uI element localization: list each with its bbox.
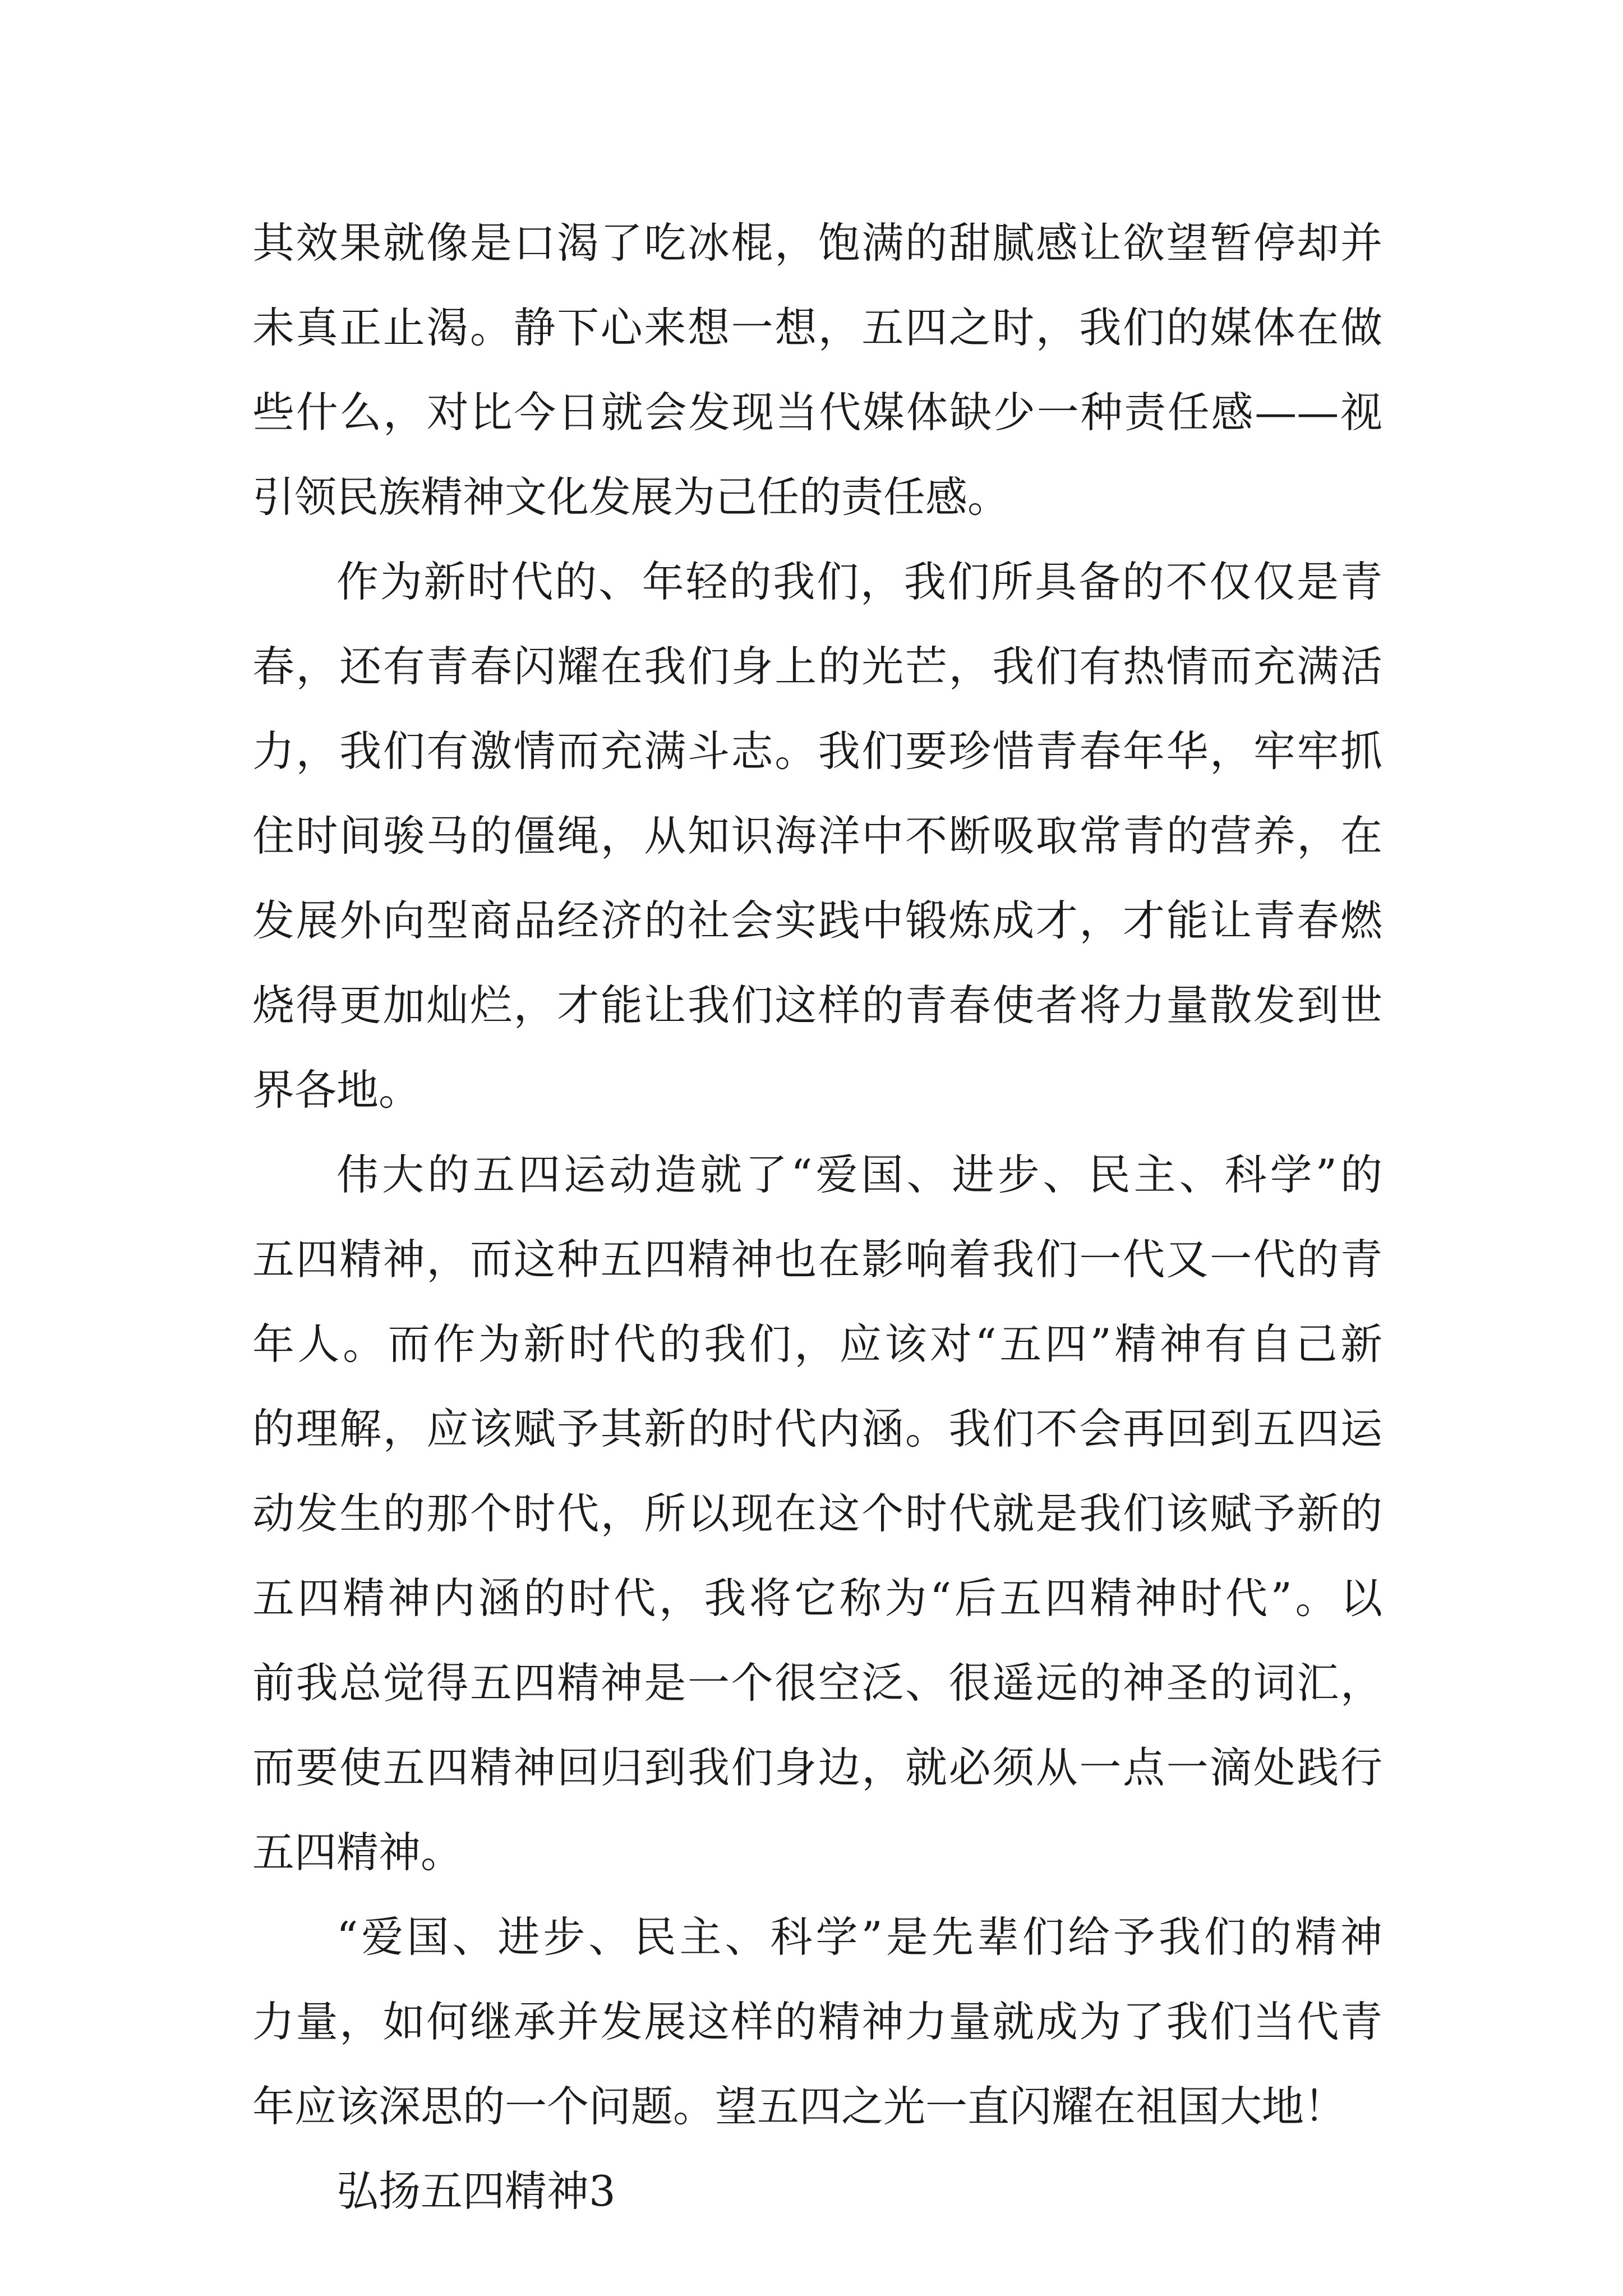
paragraph-line: 五四精神，而这种五四精神也在影响着我们一代又一代的青 <box>252 1235 1382 1284</box>
paragraph-line: 伟大的五四运动造就了“爱国、进步、民主、科学”的 <box>336 1150 1382 1199</box>
section-heading-text: 弘扬五四精神3 <box>336 2166 616 2216</box>
paragraph-line: 年应该深思的一个问题。望五四之光一直闪耀在祖国大地！ <box>252 2082 1347 2131</box>
paragraph-line: 前我总觉得五四精神是一个很空泛、很遥远的神圣的词汇， <box>252 1658 1382 1708</box>
paragraph-line: 力量，如何继承并发展这样的精神力量就成为了我们当代青 <box>252 1997 1382 2046</box>
paragraph-line: 年人。而作为新时代的我们，应该对“五四”精神有自己新 <box>252 1319 1382 1369</box>
paragraph-line: 五四精神。 <box>252 1828 463 1877</box>
paragraph-line: 发展外向型商品经济的社会实践中锻炼成才，才能让青春燃 <box>252 896 1382 945</box>
paragraph-line: 五四精神内涵的时代，我将它称为“后五四精神时代”。以 <box>252 1573 1382 1623</box>
paragraph-3 <box>252 1133 1382 1895</box>
paragraph-2 <box>252 540 1382 1133</box>
section-heading <box>252 2149 1382 2234</box>
paragraph-4 <box>252 1895 1382 2149</box>
paragraph-line: 引领民族精神文化发展为己任的责任感。 <box>252 472 1010 522</box>
document-body <box>252 201 1382 2234</box>
paragraph-line: 的理解，应该赋予其新的时代内涵。我们不会再回到五四运 <box>252 1404 1382 1453</box>
paragraph-1 <box>252 201 1382 540</box>
paragraph-line: 住时间骏马的僵绳，从知识海洋中不断吸取常青的营养，在 <box>252 811 1382 861</box>
paragraph-line: 力，我们有激情而充满斗志。我们要珍惜青春年华，牢牢抓 <box>252 726 1382 776</box>
paragraph-line: 未真正止渴。静下心来想一想，五四之时，我们的媒体在做 <box>252 303 1382 352</box>
paragraph-line: 些什么，对比今日就会发现当代媒体缺少一种责任感——视 <box>252 388 1382 437</box>
paragraph-line: 界各地。 <box>252 1065 421 1115</box>
paragraph-line: “爱国、进步、民主、科学”是先辈们给予我们的精神 <box>336 1912 1382 1962</box>
paragraph-line: 而要使五四精神回归到我们身边，就必须从一点一滴处践行 <box>252 1743 1382 1792</box>
paragraph-line: 春，还有青春闪耀在我们身上的光芒，我们有热情而充满活 <box>252 642 1382 691</box>
paragraph-line: 烧得更加灿烂，才能让我们这样的青春使者将力量散发到世 <box>252 981 1382 1030</box>
paragraph-line: 作为新时代的、年轻的我们，我们所具备的不仅仅是青 <box>336 557 1382 606</box>
paragraph-line: 动发生的那个时代，所以现在这个时代就是我们该赋予新的 <box>252 1489 1382 1538</box>
paragraph-line: 其效果就像是口渴了吃冰棍，饱满的甜腻感让欲望暂停却并 <box>252 218 1382 268</box>
